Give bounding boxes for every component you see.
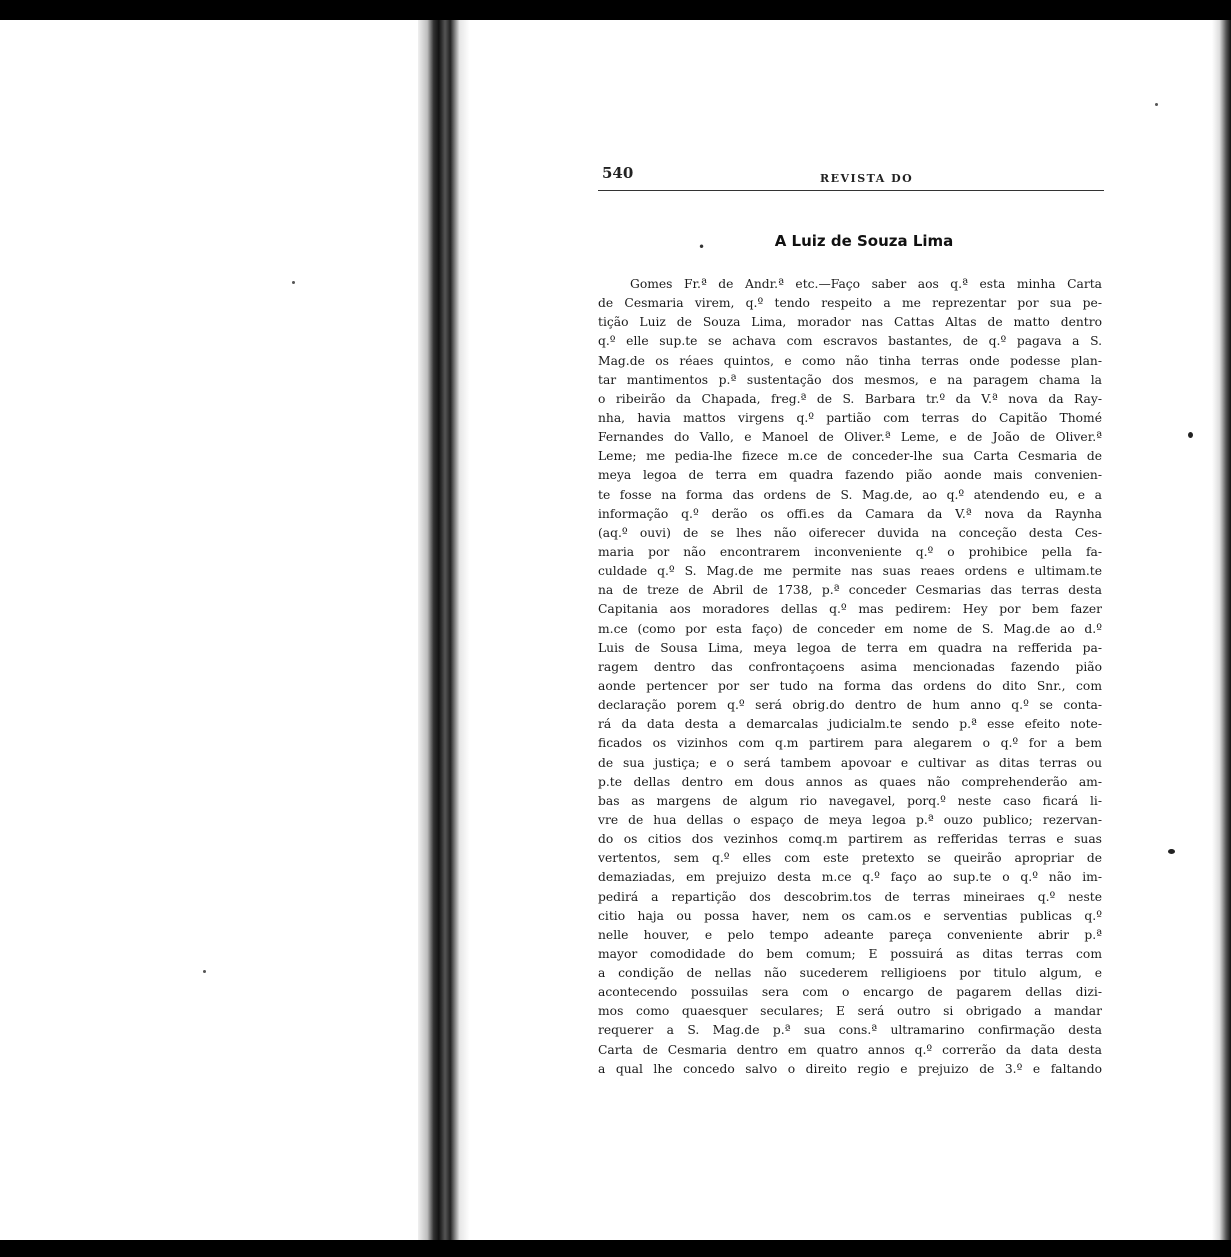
- page-header: [598, 160, 1104, 184]
- body-line: te fosse na forma das ordens de S. Mag.de, ao q.º atendendo eu, e a: [598, 487, 1102, 502]
- body-line: Carta de Cesmaria dentro em quatro annos q.º correrão da data desta: [598, 1042, 1102, 1057]
- body-line: a qual lhe concedo salvo o direito regio e prejuizo de 3.º e faltando: [598, 1061, 1102, 1076]
- body-line: pedirá a repartição dos descobrim.tos de terras mineiraes q.º neste: [598, 889, 1102, 904]
- body-line: (aq.º ouvi) de se lhes não oiferecer duvida na conceção desta Ces-: [598, 525, 1102, 540]
- body-line: rá da data desta a demarcalas judicialm.te sendo p.ª esse efeito note-: [598, 717, 1102, 732]
- body-line: mayor comodidade do bem comum; E possuirá as ditas terras com: [598, 946, 1102, 961]
- scan-speck: [1155, 103, 1158, 106]
- body-line: tar mantimentos p.ª sustentação dos mesmos, e na paragem chama la: [598, 372, 1102, 387]
- body-text: [598, 275, 1102, 1079]
- book-page: [598, 160, 1104, 1076]
- body-line: vertentos, sem q.º elles com este pretexto se queirão apropriar de: [598, 851, 1102, 866]
- body-line: demaziadas, em prejuizo desta m.ce q.º faço ao sup.te o q.º não im-: [598, 870, 1102, 885]
- body-line: m.ce (como por esta faço) de conceder em nome de S. Mag.de ao d.º: [598, 621, 1102, 636]
- body-line: tição Luiz de Souza Lima, morador nas Cattas Altas de matto dentro: [598, 315, 1102, 330]
- body-line: nha, havia mattos virgens q.º partião com terras do Capitão Thomé: [598, 410, 1102, 425]
- body-line: bas as margens de algum rio navegavel, porq.º neste caso ficará li-: [598, 793, 1102, 808]
- body-line: ficados os vizinhos com q.m partirem para alegarem o q.º for a bem: [598, 736, 1102, 751]
- body-line: acontecendo possuilas sera com o encargo de pagarem dellas dizi-: [598, 985, 1102, 1000]
- book-gutter-shadow: [418, 20, 470, 1240]
- body-line: Leme; me pedia-lhe fizece m.ce de conceder-lhe sua Carta Cesmaria de: [598, 449, 1102, 464]
- body-line: aonde pertencer por ser tudo na forma das ordens do dito Snr., com: [598, 678, 1102, 693]
- body-line: vre de hua dellas o espaço de meya legoa p.ª ouzo publico; rezervan-: [598, 812, 1102, 827]
- scan-speck: [1188, 432, 1193, 438]
- body-line: p.te dellas dentro em dous annos as quaes não comprehenderão am-: [598, 774, 1102, 789]
- running-head: REVISTA DO: [820, 172, 914, 185]
- title-dot-mark: •: [698, 240, 706, 254]
- blank-left-page: [0, 20, 420, 1240]
- scan-speck: [292, 281, 295, 284]
- body-line: q.º elle sup.te se achava com escravos bastantes, de q.º pagava a S.: [598, 334, 1102, 349]
- body-line: mos como quaesquer seculares; E será outro si obrigado a mandar: [598, 1004, 1102, 1019]
- body-line: declaração porem q.º será obrig.do dentro de hum anno q.º se conta-: [598, 698, 1102, 713]
- body-line: Fernandes do Vallo, e Manoel de Oliver.ª Leme, e de João de Oliver.ª: [598, 430, 1102, 445]
- header-rule: [598, 190, 1104, 191]
- body-line: maria por não encontrarem inconveniente q.º o prohibice pella fa-: [598, 544, 1102, 559]
- body-line: Luis de Sousa Lima, meya legoa de terra em quadra na refferida pa-: [598, 640, 1102, 655]
- page-number: 540: [602, 164, 634, 182]
- body-line: Gomes Fr.ª de Andr.ª etc.—Faço saber aos q.ª esta minha Carta: [630, 277, 1102, 291]
- section-title: A Luiz de Souza Lima: [774, 232, 954, 250]
- scan-speck: [1168, 849, 1175, 854]
- body-line: do os citios dos vezinhos comq.m partirem as refferidas terras e suas: [598, 832, 1102, 847]
- body-line: citio haja ou possa haver, nem os cam.os e serventias publicas q.º: [598, 908, 1102, 923]
- body-line: na de treze de Abril de 1738, p.ª conceder Cesmarias das terras desta: [598, 583, 1102, 598]
- body-line: informação q.º derão os offi.es da Camara da V.ª nova da Raynha: [598, 506, 1102, 521]
- body-line: o ribeirão da Chapada, freg.ª de S. Barbara tr.º da V.ª nova da Ray-: [598, 391, 1102, 406]
- scan-speck: [203, 970, 206, 973]
- page-edge-shadow: [1212, 20, 1231, 1240]
- body-line: requerer a S. Mag.de p.ª sua cons.ª ultramarino confirmação desta: [598, 1023, 1102, 1038]
- scan-top-border: [0, 0, 1231, 20]
- body-line: a condição de nellas não sucederem relligioens por titulo algum, e: [598, 966, 1102, 981]
- body-line: culdade q.º S. Mag.de me permite nas suas reaes ordens e ultimam.te: [598, 564, 1102, 579]
- body-line: de Cesmaria virem, q.º tendo respeito a me reprezentar por sua pe-: [598, 296, 1102, 311]
- body-line: Capitania aos moradores dellas q.º mas pedirem: Hey por bem fazer: [598, 602, 1102, 617]
- body-line: Mag.de os réaes quintos, e como não tinha terras onde podesse plan-: [598, 353, 1102, 368]
- body-line: ragem dentro das confrontaçoens asima mencionadas fazendo pião: [598, 659, 1102, 674]
- body-line: de sua justiça; e o será tambem apovoar e cultivar as ditas terras ou: [598, 755, 1102, 770]
- scan-bottom-border: [0, 1240, 1231, 1257]
- body-line: nelle houver, e pelo tempo adeante pareça conveniente abrir p.ª: [598, 927, 1102, 942]
- body-line: meya legoa de terra em quadra fazendo pião aonde mais convenien-: [598, 468, 1102, 483]
